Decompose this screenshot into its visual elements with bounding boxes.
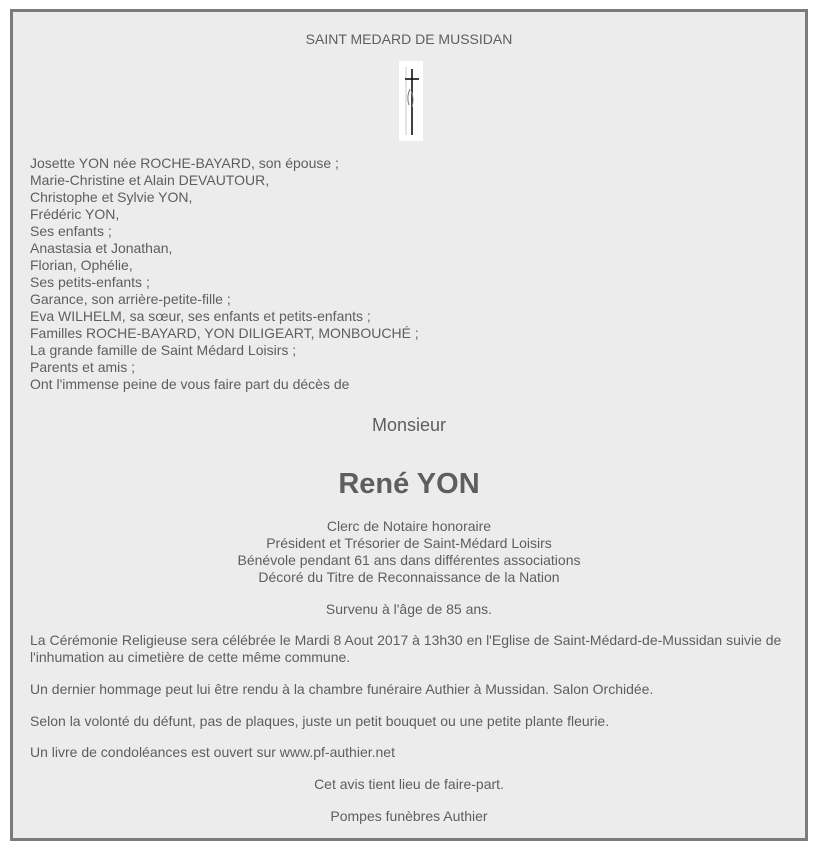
family-line: Ont l'immense peine de vous faire part du décès de bbox=[30, 376, 350, 392]
roles-list bbox=[13, 518, 805, 586]
family-list bbox=[30, 155, 419, 393]
funeral-home: Pompes funèbres Authier bbox=[330, 808, 488, 824]
family-line: Parents et amis ; bbox=[30, 359, 136, 375]
role-line: Décoré du Titre de Reconnaissance de la Nation bbox=[258, 569, 560, 585]
family-line: Christophe et Sylvie YON, bbox=[30, 189, 193, 205]
family-line: Ses enfants ; bbox=[30, 223, 112, 239]
obituary-notice bbox=[10, 9, 808, 841]
family-line: Ses petits-enfants ; bbox=[30, 274, 150, 290]
family-line: Garance, son arrière-petite-fille ; bbox=[30, 291, 231, 307]
ceremony-paragraph: La Cérémonie Religieuse sera célébrée le Mardi 8 Aout 2017 à 13h30 en l'Eglise de Saint-Médard-de-Mussidan suivie de l'inhumation au cimetière de cette même commune. bbox=[30, 632, 782, 665]
family-line: Florian, Ophélie, bbox=[30, 257, 133, 273]
family-line: Frédéric YON, bbox=[30, 206, 120, 222]
notice-line: Cet avis tient lieu de faire-part. bbox=[314, 776, 504, 792]
condolences-paragraph: Un livre de condoléances est ouvert sur www.pf-authier.net bbox=[30, 744, 395, 760]
role-line: Clerc de Notaire honoraire bbox=[326, 518, 492, 534]
wishes-paragraph: Selon la volonté du défunt, pas de plaques, juste un petit bouquet ou une petite plante fleurie. bbox=[30, 713, 610, 729]
family-line: La grande famille de Saint Médard Loisirs ; bbox=[30, 342, 297, 358]
deceased-name: René YON bbox=[338, 468, 480, 500]
age-line: Survenu à l'âge de 85 ans. bbox=[325, 601, 493, 617]
location-heading: SAINT MEDARD DE MUSSIDAN bbox=[305, 31, 513, 47]
role-line: Président et Trésorier de Saint-Médard Loisirs bbox=[266, 535, 552, 551]
family-line: Josette YON née ROCHE-BAYARD, son épouse ; bbox=[30, 155, 339, 171]
cross-icon bbox=[399, 61, 423, 141]
tribute-paragraph: Un dernier hommage peut lui être rendu à la chambre funéraire Authier à Mussidan. Salon Orchidée. bbox=[30, 681, 654, 697]
honorific: Monsieur bbox=[371, 415, 447, 435]
family-line: Anastasia et Jonathan, bbox=[30, 240, 173, 256]
family-line: Familles ROCHE-BAYARD, YON DILIGEART, MONBOUCHÉ ; bbox=[30, 325, 419, 341]
family-line: Eva WILHELM, sa sœur, ses enfants et petits-enfants ; bbox=[30, 308, 371, 324]
family-line: Marie-Christine et Alain DEVAUTOUR, bbox=[30, 172, 270, 188]
role-line: Bénévole pendant 61 ans dans différentes associations bbox=[237, 552, 581, 568]
